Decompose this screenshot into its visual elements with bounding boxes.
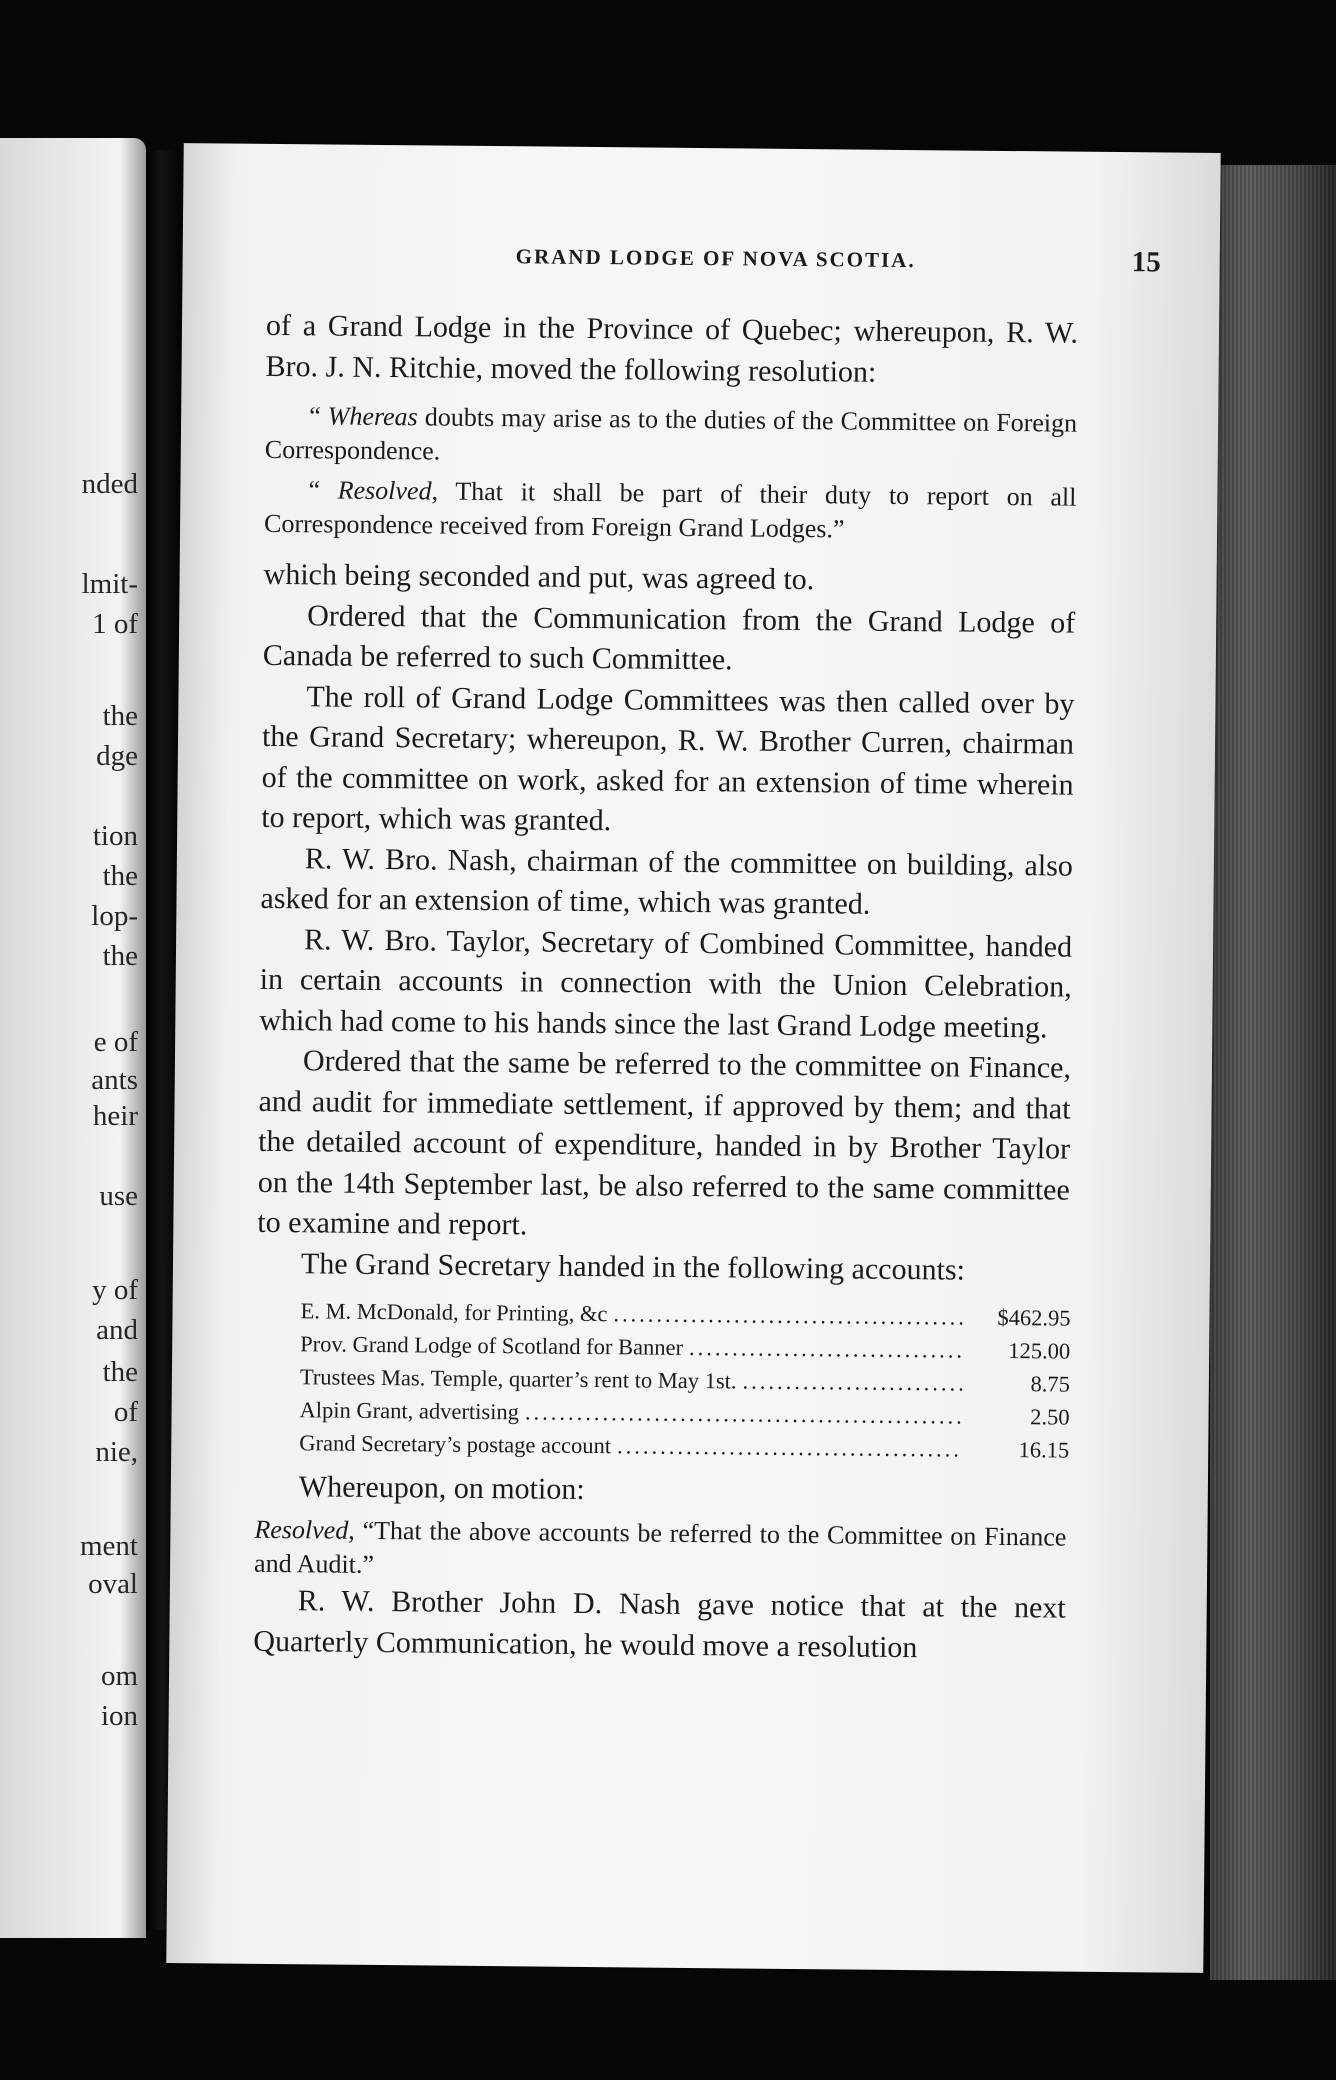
facing-fragment: and bbox=[96, 1314, 138, 1346]
dot-leader bbox=[525, 1395, 964, 1432]
open-quote: “ bbox=[308, 475, 338, 505]
facing-fragment: of bbox=[113, 1396, 138, 1428]
italic-word: Whereas bbox=[327, 401, 418, 432]
account-row bbox=[299, 1426, 1069, 1466]
open-quote: “ bbox=[309, 401, 328, 431]
facing-fragment: 1 of bbox=[92, 608, 138, 640]
account-item: Trustees Mas. Temple, quarter’s rent to May 1st. bbox=[299, 1364, 737, 1394]
paragraph: R. W. Bro. Nash, chairman of the committee on building, also asked for an extension of time, which was granted. bbox=[260, 841, 1074, 921]
resolved-text: , “That the above accounts be referred to the Committee on Finance and Audit.” bbox=[253, 1515, 1067, 1579]
account-amount: 16.15 bbox=[1018, 1437, 1070, 1463]
italic-word: Resolved bbox=[337, 475, 432, 506]
account-item: Alpin Grant, advertising bbox=[299, 1397, 520, 1425]
account-item: Prov. Grand Lodge of Scotland for Banner bbox=[300, 1331, 684, 1360]
paragraph: The roll of Grand Lodge Committees was then called over by the Grand Secretary; whereupon, R. W. Brother Curren, chairman of the committee on work, asked for an extension of time wherein to report, which was granted. bbox=[261, 679, 1075, 838]
quote-text: , That it shall be part of their duty to report on all Correspondence received from Foreign Grand Lodges.” bbox=[263, 476, 1077, 544]
facing-fragment: lmit- bbox=[81, 568, 138, 600]
book-page bbox=[166, 143, 1220, 1973]
account-amount: 8.75 bbox=[1030, 1371, 1071, 1397]
facing-fragment: y of bbox=[92, 1274, 138, 1306]
facing-fragment: the bbox=[102, 940, 138, 972]
facing-fragment: the bbox=[102, 860, 138, 892]
facing-fragment: use bbox=[99, 1180, 138, 1212]
paragraph: R. W. Bro. Taylor, Secretary of Combined Committee, handed in certain accounts in connection with the Union Celebration, which had come to his hands since the last Grand Lodge meeting. bbox=[259, 922, 1073, 1044]
account-amount: $462.95 bbox=[997, 1304, 1071, 1331]
facing-fragment: ment bbox=[80, 1530, 138, 1562]
account-amount: 2.50 bbox=[1030, 1404, 1070, 1430]
page-number: 15 bbox=[1131, 246, 1161, 279]
facing-fragment: tion bbox=[92, 820, 138, 852]
paragraph: which being seconded and put, was agreed to. bbox=[263, 557, 815, 597]
facing-fragment: nded bbox=[81, 468, 138, 500]
facing-fragment: lop- bbox=[91, 900, 138, 932]
dot-leader bbox=[613, 1297, 964, 1333]
facing-fragment: the bbox=[102, 700, 138, 732]
on-motion-line: Whereupon, on motion: bbox=[298, 1470, 585, 1506]
facing-fragment: nie, bbox=[95, 1436, 138, 1468]
facing-fragment: e of bbox=[93, 1026, 138, 1058]
quoted-resolution bbox=[265, 399, 1078, 475]
facing-fragment: ants bbox=[91, 1064, 138, 1096]
facing-fragment: the bbox=[102, 1356, 138, 1388]
running-head: GRAND LODGE OF NOVA SCOTIA. bbox=[515, 244, 916, 273]
account-amount: 125.00 bbox=[1008, 1338, 1071, 1364]
page-body bbox=[253, 302, 1078, 1670]
facing-fragment: heir bbox=[92, 1100, 138, 1132]
paragraph: Ordered that the same be referred to the committee on Finance, and audit for immediate settlement, if approved by them; and that the detailed account of expenditure, handed in by Brother Taylor on the 14th September last, be also referred to the same committee to examine and report. bbox=[257, 1044, 1072, 1242]
paragraph: R. W. Brother John D. Nash gave notice that at the next Quarterly Communication, he would move a resolution bbox=[253, 1584, 1066, 1664]
account-item: Grand Secretary’s postage account bbox=[299, 1430, 612, 1459]
facing-fragment: oval bbox=[88, 1568, 138, 1600]
facing-fragment: dge bbox=[96, 740, 138, 772]
dot-leader bbox=[742, 1364, 964, 1399]
facing-fragment: ion bbox=[100, 1700, 138, 1732]
dot-leader bbox=[689, 1331, 964, 1367]
dot-leader bbox=[617, 1429, 964, 1465]
accounts-list bbox=[299, 1294, 1071, 1466]
facing-page-text bbox=[0, 138, 138, 1938]
paragraph: Ordered that the Communication from the Grand Lodge of Canada be referred to such Committee. bbox=[262, 598, 1076, 677]
paragraph: of a Grand Lodge in the Province of Quebec; whereupon, R. W. Bro. J. N. Ritchie, moved the following resolution: bbox=[265, 308, 1079, 389]
page-edges bbox=[1210, 165, 1336, 1980]
account-item: E. M. McDonald, for Printing, &c bbox=[300, 1298, 608, 1327]
quote-text: doubts may arise as to the duties of the Committee on Foreign Correspondence. bbox=[264, 402, 1078, 466]
resolved-label: Resolved bbox=[254, 1514, 349, 1545]
facing-fragment: om bbox=[100, 1660, 138, 1692]
page-header bbox=[270, 242, 1160, 291]
quoted-resolution bbox=[264, 473, 1077, 549]
facing-page bbox=[0, 138, 146, 1938]
paragraph: The Grand Secretary handed in the following accounts: bbox=[300, 1246, 966, 1287]
resolved-paragraph bbox=[254, 1513, 1067, 1589]
